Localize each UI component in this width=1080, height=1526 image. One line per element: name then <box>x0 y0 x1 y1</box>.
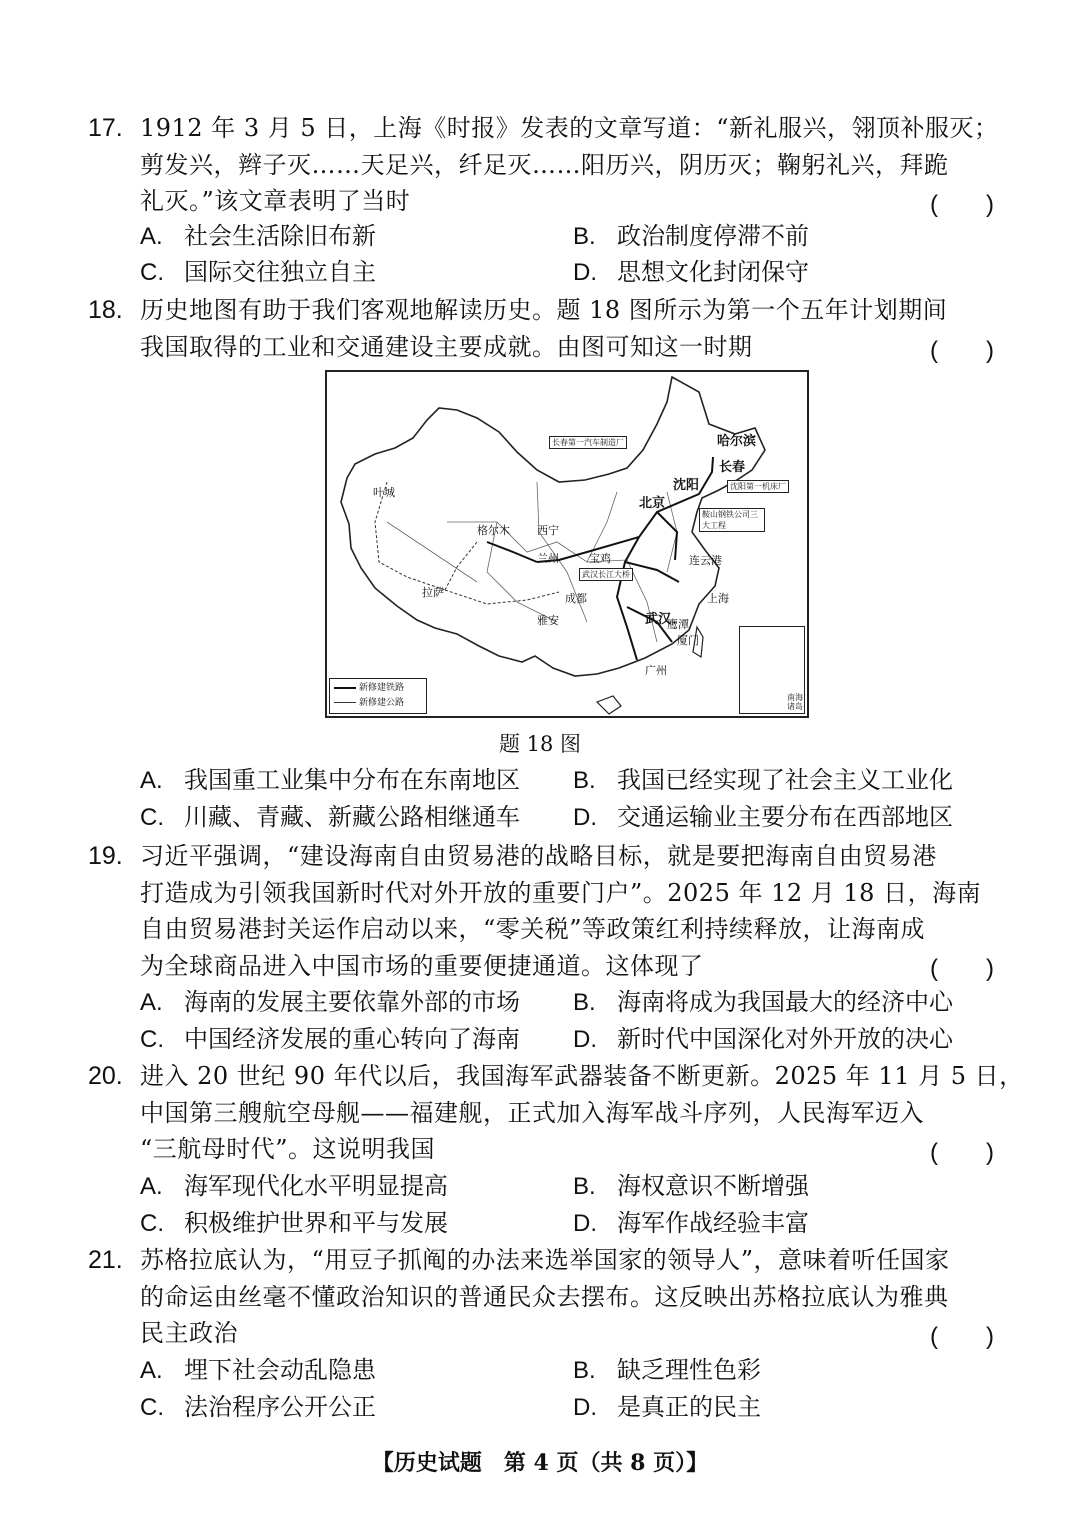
option-b: B. 政治制度停滞不前 <box>573 222 809 250</box>
highway-line-icon <box>334 702 356 703</box>
city-chengdu: 成都 <box>565 592 587 605</box>
option-c: C. 中国经济发展的重心转向了海南 <box>140 1025 520 1053</box>
china-map-figure <box>325 370 809 718</box>
option-b: B. 缺乏理性色彩 <box>573 1356 761 1384</box>
option-d: D. 交通运输业主要分布在西部地区 <box>573 803 953 831</box>
option-b: B. 海南将成为我国最大的经济中心 <box>573 988 953 1016</box>
city-yecheng: 叶城 <box>373 486 395 499</box>
option-text: 海南将成为我国最大的经济中心 <box>617 988 953 1016</box>
question-number: 18. <box>88 296 123 324</box>
stem-line: 礼灭。”该文章表明了当时 <box>140 187 411 216</box>
city-lhasa: 拉萨 <box>422 586 444 599</box>
wuhan-yangtze-bridge: 武汉长江大桥 <box>579 568 633 581</box>
stem-line: 为全球商品进入中国市场的重要便捷通道。这体现了 <box>140 952 704 981</box>
railway-line-icon <box>334 687 356 689</box>
answer-blank: ( ) <box>930 955 994 982</box>
stem-line: 的命运由丝毫不懂政治知识的普通民众去摆布。这反映出苏格拉底认为雅典 <box>140 1282 949 1311</box>
inset-label: 南海诸岛 <box>787 693 803 711</box>
option-d: D. 新时代中国深化对外开放的决心 <box>573 1025 953 1053</box>
question-number: 20. <box>88 1062 123 1090</box>
option-d: D. 海军作战经验丰富 <box>573 1209 809 1237</box>
option-text: 社会生活除旧布新 <box>184 222 376 250</box>
answer-blank: ( ) <box>930 191 994 218</box>
factory-anshan-steel: 鞍山钢铁公司三大工程 <box>699 508 765 532</box>
page-footer: 【历史试题 第 4 页（共 8 页）】 <box>371 1450 709 1476</box>
stem-line: 历史地图有助于我们客观地解读历史。题 18 图所示为第一个五年计划期间 <box>140 296 948 324</box>
city-baoji: 宝鸡 <box>589 552 611 565</box>
city-wuhan: 武汉 <box>645 612 672 627</box>
factory-shenyang-machine: 沈阳第一机床厂 <box>727 480 789 493</box>
stem-line: 打造成为引领我国新时代对外开放的重要门户”。2025 年 12 月 18 日，海南 <box>140 878 982 907</box>
option-d: D. 思想文化封闭保守 <box>573 258 809 286</box>
option-text: 海南的发展主要依靠外部的市场 <box>184 988 520 1016</box>
stem-line: 我国取得的工业和交通建设主要成就。由图可知这一时期 <box>140 332 753 361</box>
option-text: 交通运输业主要分布在西部地区 <box>617 803 953 831</box>
option-a: A. 海军现代化水平明显提高 <box>140 1172 448 1200</box>
answer-blank: ( ) <box>930 1323 994 1350</box>
stem-line: 中国第三艘航空母舰——福建舰，正式加入海军战斗序列，人民海军迈入 <box>140 1098 924 1127</box>
option-text: 我国已经实现了社会主义工业化 <box>617 766 953 794</box>
city-lanzhou: 兰州 <box>537 552 559 565</box>
option-text: 新时代中国深化对外开放的决心 <box>617 1025 953 1053</box>
city-yaan: 雅安 <box>537 614 559 627</box>
city-golmud: 格尔木 <box>477 524 510 537</box>
city-changchun: 长春 <box>719 460 746 475</box>
stem-line: 剪发兴，辫子灭……天足兴，纤足灭……阳历兴，阴历灭；鞠躬礼兴，拜跪 <box>140 150 949 179</box>
option-text: 我国重工业集中分布在东南地区 <box>184 766 520 794</box>
question-stem <box>140 292 1000 365</box>
option-a: A. 社会生活除旧布新 <box>140 222 376 250</box>
stem-line: 自由贸易港封关运作启动以来，“零关税”等政策红利持续释放，让海南成 <box>140 915 926 944</box>
stem-line: 进入 20 世纪 90 年代以后，我国海军武器装备不断更新。2025 年 11 月 5 日， <box>140 1062 1024 1090</box>
option-b: B. 海权意识不断增强 <box>573 1172 809 1200</box>
option-text: 海权意识不断增强 <box>617 1172 809 1200</box>
option-text: 政治制度停滞不前 <box>617 222 809 250</box>
option-text: 埋下社会动乱隐患 <box>184 1356 376 1384</box>
factory-changchun-auto: 长春第一汽车制造厂 <box>549 436 627 449</box>
legend-label: 新修建公路 <box>359 698 405 708</box>
option-text: 川藏、青藏、新藏公路相继通车 <box>184 803 520 831</box>
city-xining: 西宁 <box>537 524 559 537</box>
question-stem <box>140 838 1000 985</box>
option-c: C. 法治程序公开公正 <box>140 1393 376 1421</box>
figure-caption: 题 18 图 <box>498 732 582 756</box>
option-text: 缺乏理性色彩 <box>617 1356 761 1384</box>
city-yingtan: 鹰潭 <box>667 618 689 631</box>
city-lianyungang: 连云港 <box>689 554 722 567</box>
legend-highway <box>334 696 404 710</box>
option-text: 是真正的民主 <box>617 1393 761 1421</box>
city-guangzhou: 广州 <box>645 664 667 677</box>
south-china-sea-inset <box>739 626 805 714</box>
city-shenyang: 沈阳 <box>673 478 700 493</box>
city-harbin: 哈尔滨 <box>717 434 757 449</box>
option-text: 积极维护世界和平与发展 <box>184 1209 448 1237</box>
hainan-island <box>597 696 621 714</box>
option-text: 思想文化封闭保守 <box>617 258 809 286</box>
option-text: 海军作战经验丰富 <box>617 1209 809 1237</box>
question-stem <box>140 110 1000 220</box>
question-number: 17. <box>88 114 123 142</box>
option-d: D. 是真正的民主 <box>573 1393 761 1421</box>
option-text: 国际交往独立自主 <box>184 258 376 286</box>
option-c: C. 积极维护世界和平与发展 <box>140 1209 448 1237</box>
option-a: A. 我国重工业集中分布在东南地区 <box>140 766 520 794</box>
option-text: 海军现代化水平明显提高 <box>184 1172 448 1200</box>
option-a: A. 海南的发展主要依靠外部的市场 <box>140 988 520 1016</box>
stem-line: 习近平强调，“建设海南自由贸易港的战略目标，就是要把海南自由贸易港 <box>140 842 937 870</box>
stem-line: 民主政治 <box>140 1319 238 1348</box>
province-lines <box>387 482 677 642</box>
map-outline <box>327 372 807 716</box>
question-number: 19. <box>88 842 123 870</box>
question-stem <box>140 1242 1000 1352</box>
question-number: 21. <box>88 1246 123 1274</box>
legend-label: 新修建铁路 <box>359 683 405 693</box>
option-b: B. 我国已经实现了社会主义工业化 <box>573 766 953 794</box>
stem-line: 1912 年 3 月 5 日，上海《时报》发表的文章写道：“新礼服兴，翎顶补服灭； <box>140 114 999 142</box>
option-c: C. 国际交往独立自主 <box>140 258 376 286</box>
stem-line: “三航母时代”。这说明我国 <box>140 1135 436 1164</box>
legend-railway <box>334 681 404 695</box>
city-xiamen: 厦门 <box>677 634 699 647</box>
option-text: 中国经济发展的重心转向了海南 <box>184 1025 520 1053</box>
question-stem <box>140 1058 1024 1168</box>
answer-blank: ( ) <box>930 337 994 364</box>
city-beijing: 北京 <box>639 496 666 511</box>
highway-lines <box>375 482 559 604</box>
stem-line: 苏格拉底认为，“用豆子抓阄的办法来选举国家的领导人”，意味着听任国家 <box>140 1246 950 1274</box>
option-a: A. 埋下社会动乱隐患 <box>140 1356 376 1384</box>
option-text: 法治程序公开公正 <box>184 1393 376 1421</box>
city-shanghai: 上海 <box>707 592 729 605</box>
answer-blank: ( ) <box>930 1139 994 1166</box>
map-legend <box>329 678 427 714</box>
option-c: C. 川藏、青藏、新藏公路相继通车 <box>140 803 520 831</box>
